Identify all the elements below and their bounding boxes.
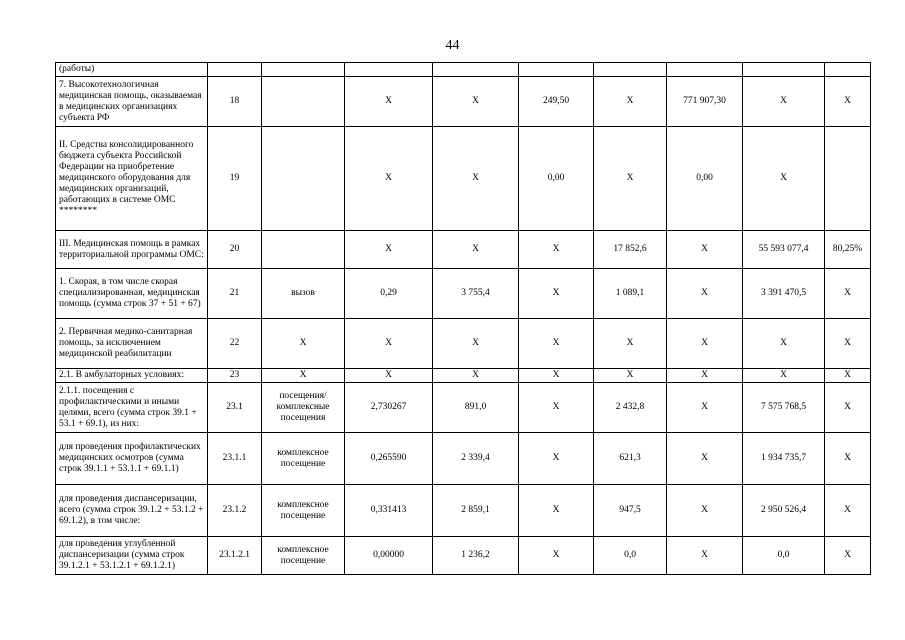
table-row: [56, 485, 871, 537]
row-name-cell: (работы): [56, 63, 208, 77]
value-cell: 23: [208, 369, 262, 383]
value-cell: Х: [433, 319, 519, 369]
value-cell: Х: [519, 231, 594, 269]
value-cell: Х: [594, 369, 667, 383]
value-cell: 23.1.2.1: [208, 537, 262, 575]
row-name-cell: 2.1.1. посещения с профилактическими и иными целями, всего (сумма строк 39.1 + 53.1 + 69.1), из них:: [56, 383, 208, 433]
value-cell: Х: [262, 369, 345, 383]
value-cell: Х: [825, 269, 871, 319]
value-cell: [433, 63, 519, 77]
value-cell: [825, 127, 871, 231]
value-cell: [262, 127, 345, 231]
value-cell: 947,5: [594, 485, 667, 537]
value-cell: 891,0: [433, 383, 519, 433]
value-cell: Х: [825, 319, 871, 369]
value-cell: 7 575 768,5: [743, 383, 825, 433]
value-cell: Х: [433, 77, 519, 127]
row-name-cell: III. Медицинская помощь в рамках территориальной программы ОМС:: [56, 231, 208, 269]
value-cell: 2 432,8: [594, 383, 667, 433]
value-cell: Х: [519, 369, 594, 383]
value-cell: Х: [262, 319, 345, 369]
value-cell: 621,3: [594, 433, 667, 485]
value-cell: 3 391 470,5: [743, 269, 825, 319]
row-name-cell: для проведения диспансеризации, всего (сумма строк 39.1.2 + 53.1.2 + 69.1.2), в том числе:: [56, 485, 208, 537]
value-cell: 80,25%: [825, 231, 871, 269]
value-cell: Х: [594, 319, 667, 369]
value-cell: посещения/комплексные посещения: [262, 383, 345, 433]
value-cell: 0,0: [594, 537, 667, 575]
value-cell: Х: [743, 369, 825, 383]
table-row: [56, 77, 871, 127]
value-cell: Х: [825, 383, 871, 433]
value-cell: 2 339,4: [433, 433, 519, 485]
value-cell: Х: [519, 537, 594, 575]
value-cell: 1 089,1: [594, 269, 667, 319]
value-cell: Х: [825, 369, 871, 383]
value-cell: комплексное посещение: [262, 485, 345, 537]
table-row: [56, 433, 871, 485]
value-cell: Х: [667, 269, 743, 319]
value-cell: 21: [208, 269, 262, 319]
table-row: [56, 537, 871, 575]
value-cell: 0,00: [519, 127, 594, 231]
value-cell: 17 852,6: [594, 231, 667, 269]
value-cell: [743, 63, 825, 77]
value-cell: [667, 63, 743, 77]
value-cell: 0,265590: [345, 433, 433, 485]
value-cell: Х: [825, 485, 871, 537]
value-cell: Х: [667, 369, 743, 383]
value-cell: [262, 231, 345, 269]
value-cell: Х: [345, 127, 433, 231]
value-cell: Х: [825, 537, 871, 575]
value-cell: Х: [345, 77, 433, 127]
row-name-cell: 2. Первичная медико-санитарная помощь, за исключением медицинской реабилитации: [56, 319, 208, 369]
value-cell: 0,00: [667, 127, 743, 231]
value-cell: 2 859,1: [433, 485, 519, 537]
value-cell: Х: [743, 77, 825, 127]
value-cell: [208, 63, 262, 77]
table-row: [56, 231, 871, 269]
value-cell: Х: [519, 485, 594, 537]
value-cell: Х: [519, 433, 594, 485]
value-cell: 23.1.1: [208, 433, 262, 485]
value-cell: комплексное посещение: [262, 537, 345, 575]
value-cell: Х: [667, 485, 743, 537]
value-cell: Х: [667, 383, 743, 433]
value-cell: Х: [594, 77, 667, 127]
table-row: [56, 127, 871, 231]
value-cell: Х: [825, 77, 871, 127]
value-cell: Х: [519, 383, 594, 433]
table-row: [56, 369, 871, 383]
value-cell: 2 950 526,4: [743, 485, 825, 537]
row-name-cell: для проведения углубленной диспансеризации (сумма строк 39.1.2.1 + 53.1.2.1 + 69.1.2.1): [56, 537, 208, 575]
value-cell: 55 593 077,4: [743, 231, 825, 269]
row-name-cell: 2.1. В амбулаторных условиях:: [56, 369, 208, 383]
value-cell: Х: [433, 231, 519, 269]
value-cell: [262, 77, 345, 127]
value-cell: 771 907,30: [667, 77, 743, 127]
value-cell: Х: [433, 369, 519, 383]
value-cell: [825, 63, 871, 77]
value-cell: 2,730267: [345, 383, 433, 433]
value-cell: 249,50: [519, 77, 594, 127]
table-row: [56, 383, 871, 433]
row-name-cell: для проведения профилактических медицинских осмотров (сумма строк 39.1.1 + 53.1.1 + 69.1.1): [56, 433, 208, 485]
value-cell: 23.1: [208, 383, 262, 433]
value-cell: Х: [667, 231, 743, 269]
table-row: [56, 319, 871, 369]
value-cell: Х: [743, 319, 825, 369]
value-cell: Х: [667, 537, 743, 575]
value-cell: Х: [345, 369, 433, 383]
value-cell: вызов: [262, 269, 345, 319]
value-cell: 20: [208, 231, 262, 269]
value-cell: Х: [345, 319, 433, 369]
value-cell: 0,29: [345, 269, 433, 319]
value-cell: Х: [743, 127, 825, 231]
value-cell: 22: [208, 319, 262, 369]
value-cell: комплексное посещение: [262, 433, 345, 485]
value-cell: 19: [208, 127, 262, 231]
page-number: 44: [445, 38, 460, 53]
value-cell: [594, 63, 667, 77]
table-row: [56, 269, 871, 319]
value-cell: Х: [519, 269, 594, 319]
row-name-cell: 7. Высокотехнологичная медицинская помощь, оказываемая в медицинских организациях субъекта РФ: [56, 77, 208, 127]
value-cell: Х: [667, 433, 743, 485]
value-cell: [345, 63, 433, 77]
table-row: [56, 63, 871, 77]
value-cell: 0,331413: [345, 485, 433, 537]
value-cell: Х: [594, 127, 667, 231]
value-cell: Х: [345, 231, 433, 269]
value-cell: 23.1.2: [208, 485, 262, 537]
tariff-table: [55, 62, 871, 575]
value-cell: Х: [667, 319, 743, 369]
value-cell: [519, 63, 594, 77]
value-cell: 1 934 735,7: [743, 433, 825, 485]
value-cell: 0,0: [743, 537, 825, 575]
value-cell: 0,00000: [345, 537, 433, 575]
value-cell: Х: [825, 433, 871, 485]
value-cell: Х: [519, 319, 594, 369]
row-name-cell: II. Средства консолидированного бюджета субъекта Российской Федерации на приобретение медицинского оборудования для медицинских организаций, работающих в системе ОМС ********: [56, 127, 208, 231]
value-cell: Х: [433, 127, 519, 231]
value-cell: 1 236,2: [433, 537, 519, 575]
value-cell: [262, 63, 345, 77]
row-name-cell: 1. Скорая, в том числе скорая специализированная, медицинская помощь (сумма строк 37 + 51 + 67): [56, 269, 208, 319]
value-cell: 18: [208, 77, 262, 127]
value-cell: 3 755,4: [433, 269, 519, 319]
